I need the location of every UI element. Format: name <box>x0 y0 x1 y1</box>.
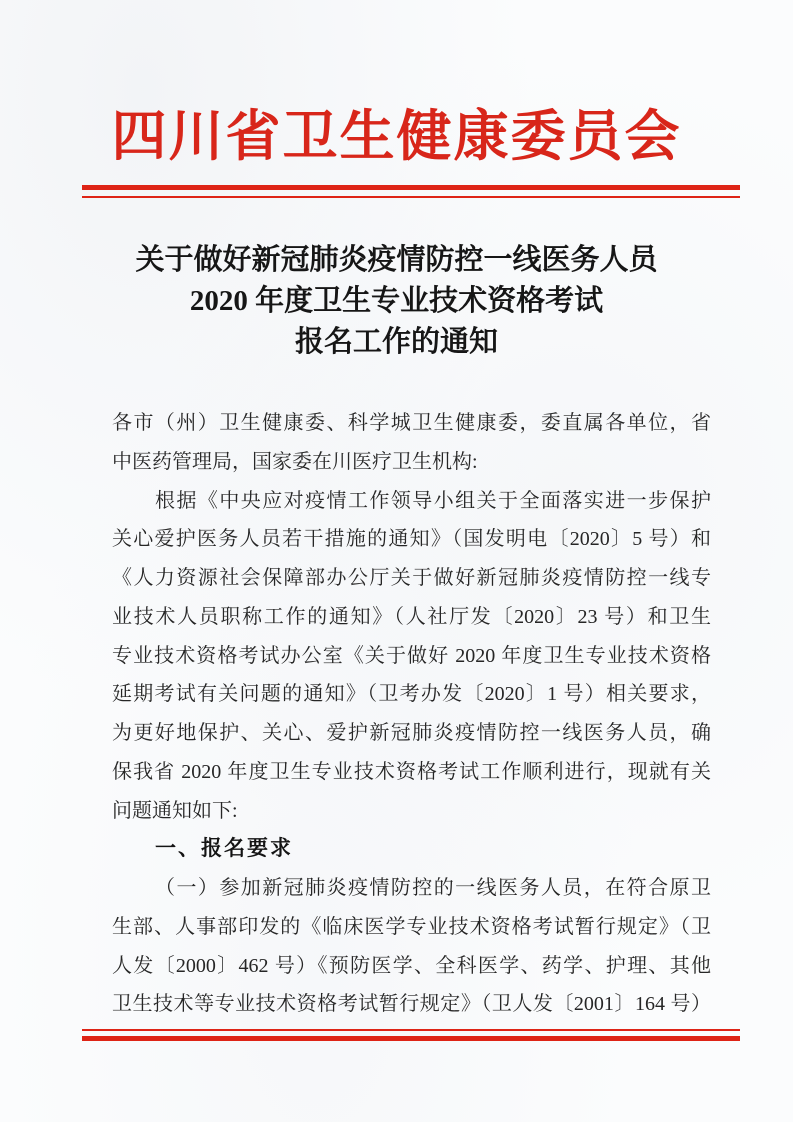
paragraph-line: 生部、人事部印发的《临床医学专业技术资格考试暂行规定》（卫 <box>112 915 711 938</box>
letterhead-agency-name: 四川省卫生健康委员会 <box>111 106 682 167</box>
letterhead-rule-thick <box>82 185 740 190</box>
document-title-line-3: 报名工作的通知 <box>294 326 498 358</box>
paragraph-line: 为更好地保护、关心、爱护新冠肺炎疫情防控一线医务人员，确 <box>112 722 711 744</box>
paragraph-line: 《人力资源社会保障部办公厅关于做好新冠肺炎疫情防控一线专 <box>112 567 711 589</box>
footer-rule-thick <box>82 1036 740 1041</box>
paragraph-line: 保我省 2020 年度卫生专业技术资格考试工作顺利进行，现就有关 <box>112 760 711 783</box>
paragraph-line: 延期考试有关问题的通知》（卫考办发〔2020〕1 号）相关要求， <box>112 683 711 706</box>
paragraph-line: （一）参加新冠肺炎疫情防控的一线医务人员，在符合原卫 <box>155 877 711 899</box>
paragraph-line: 关心爱护医务人员若干措施的通知》（国发明电〔2020〕5 号）和 <box>112 528 711 551</box>
paragraph-line: 根据《中央应对疫情工作领导小组关于全面落实进一步保护 <box>155 489 711 512</box>
letterhead-rule-thin <box>82 196 740 198</box>
paragraph-line: 问题通知如下: <box>112 799 238 822</box>
section-heading: 一、报名要求 <box>155 837 293 861</box>
document-title <box>0 240 793 363</box>
paragraph-line: 卫生技术等专业技术资格考试暂行规定》（卫人发〔2001〕164 号） <box>112 993 711 1016</box>
document-title-line-1: 关于做好新冠肺炎疫情防控一线医务人员 <box>135 244 658 276</box>
addressee-line: 中医药管理局，国家委在川医疗卫生机构: <box>112 450 478 473</box>
paragraph-line: 人发〔2000〕462 号）《预防医学、全科医学、药学、护理、其他 <box>112 954 711 977</box>
document-title-line-2: 2020 年度卫生专业技术资格考试 <box>189 285 604 317</box>
footer-rule-thin <box>82 1029 740 1031</box>
document-body <box>112 404 711 1024</box>
paragraph-line: 业技术人员职称工作的通知》（人社厅发〔2020〕23 号）和卫生 <box>112 605 711 628</box>
paragraph-line: 专业技术资格考试办公室《关于做好 2020 年度卫生专业技术资格 <box>112 644 711 667</box>
addressee-line: 各市（州）卫生健康委、科学城卫生健康委，委直属各单位，省 <box>112 412 711 434</box>
